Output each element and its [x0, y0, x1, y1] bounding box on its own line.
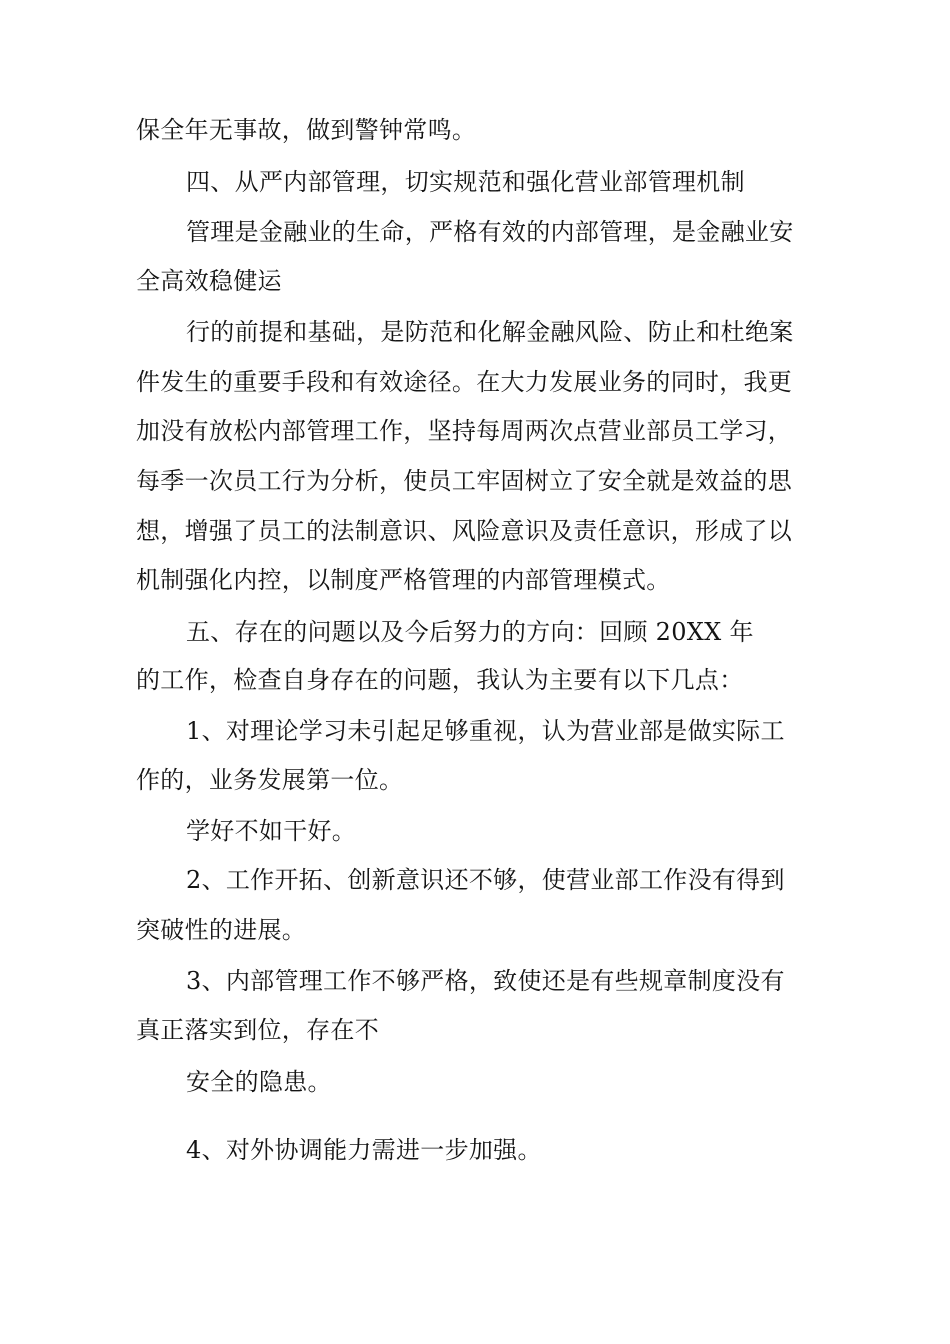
- text-line: 真正落实到位，存在不: [136, 1016, 379, 1044]
- text-line: 的工作，检查自身存在的问题，我认为主要有以下几点：: [136, 666, 744, 694]
- text-line: 件发生的重要手段和有效途径。在大力发展业务的同时，我更: [136, 368, 793, 396]
- text-line: 全高效稳健运: [136, 267, 282, 295]
- section-heading: 五、存在的问题以及今后努力的方向：回顾 20XX 年: [186, 618, 754, 646]
- text-line: 每季一次员工行为分析，使员工牢固树立了安全就是效益的思: [136, 467, 793, 495]
- text-line: 安全的隐患。: [186, 1068, 332, 1096]
- list-item: 2、工作开拓、创新意识还不够，使营业部工作没有得到: [186, 866, 785, 894]
- list-item: 1、对理论学习未引起足够重视，认为营业部是做实际工: [186, 717, 785, 745]
- text-line: 加没有放松内部管理工作，坚持每周两次点营业部员工学习，: [136, 417, 793, 445]
- text-line: 学好不如干好。: [186, 817, 357, 845]
- list-item: 3、内部管理工作不够严格，致使还是有些规章制度没有: [186, 967, 785, 995]
- text-line: 想，增强了员工的法制意识、风险意识及责任意识，形成了以: [136, 517, 793, 545]
- text-line: 管理是金融业的生命，严格有效的内部管理，是金融业安: [186, 218, 794, 246]
- text-line: 行的前提和基础，是防范和化解金融风险、防止和杜绝案: [186, 318, 794, 346]
- text-line: 作的，业务发展第一位。: [136, 766, 404, 794]
- section-heading: 四、从严内部管理，切实规范和强化营业部管理机制: [186, 168, 745, 196]
- text-line: 机制强化内控，以制度严格管理的内部管理模式。: [136, 566, 671, 594]
- text-line: 保全年无事故，做到警钟常鸣。: [136, 116, 477, 144]
- text-line: 突破性的进展。: [136, 916, 307, 944]
- list-item: 4、对外协调能力需进一步加强。: [186, 1136, 542, 1164]
